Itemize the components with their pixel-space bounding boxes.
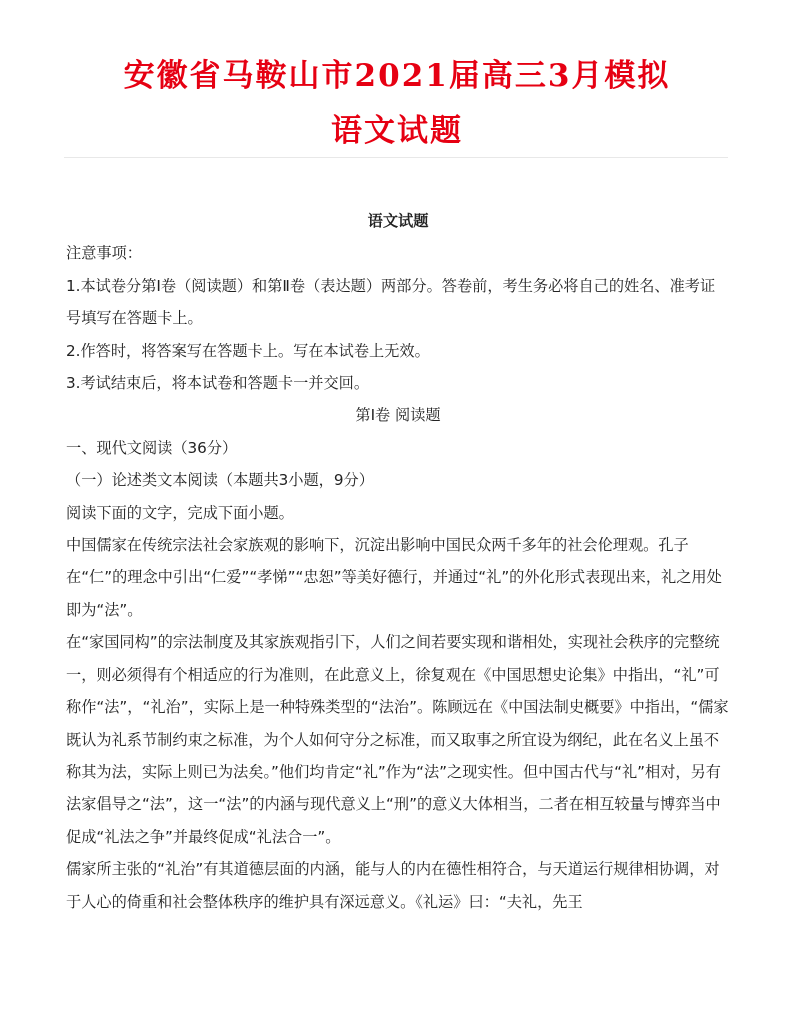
document-body — [66, 205, 730, 918]
subsection-heading: （一）论述类文本阅读（本题共3小题，9分） — [66, 471, 374, 490]
notice-heading: 注意事项： — [66, 244, 142, 263]
notice-item-2: 2.作答时，将答案写在答题卡上。写在本试卷上无效。 — [66, 341, 430, 360]
reading-instruction: 阅读下面的文字，完成下面小题。 — [66, 503, 294, 522]
exam-subtitle: 语文试题 — [367, 212, 429, 230]
document-title-line2: 语文试题 — [331, 113, 463, 149]
passage-paragraph-1: 中国儒家在传统宗法社会家族观的影响下，沉淀出影响中国民众两千多年的社会伦理观。孔子在“仁”的理念中引出“仁爱”“孝悌”“忠恕”等美好德行，并通过“礼”的外化形式表现出来，礼之用处即为“法”。 — [66, 536, 722, 619]
section-heading: 一、现代文阅读（36分） — [66, 438, 238, 457]
volume-title: 第Ⅰ卷 阅读题 — [355, 406, 441, 425]
notice-item-3: 3.考试结束后，将本试卷和答题卡一并交回。 — [66, 374, 370, 393]
passage-paragraph-3: 儒家所主张的“礼治”有其道德层面的内涵，能与人的内在德性相符合，与天道运行规律相协调，对于人心的倚重和社会整体秩序的维护具有深远意义。《礼运》曰：“夫礼，先王 — [66, 860, 720, 911]
title-divider — [64, 157, 728, 158]
document-title-line1: 安徽省马鞍山市2021届高三3月模拟 — [123, 58, 671, 94]
notice-item-1: 1.本试卷分第Ⅰ卷（阅读题）和第Ⅱ卷（表达题）两部分。答卷前，考生务必将自己的姓名、准考证号填写在答题卡上。 — [66, 276, 716, 328]
passage-paragraph-2: 在“家国同构”的宗法制度及其家族观指引下，人们之间若要实现和谐相处，实现社会秩序的完整统一，则必须得有个相适应的行为准则，在此意义上，徐复观在《中国思想史论集》中指出，“礼”可称作“法”，“礼治”，实际上是一种特殊类型的“法治”。陈顾远在《中国法制史概要》中指出，“儒家既认为礼系节制约束之标准，为个人如何守分之标准，而又取事之所宜设为纲纪，此在名义上虽不称其为法，实际上则已为法矣。”他们均肯定“礼”作为“法”之现实性。但中国古代与“礼”相对，另有法家倡导之“法”，这一“法”的内涵与现代意义上“刑”的意义大体相当，二者在相互较量与博弈当中促成“礼法之争”并最终促成“礼法合一”。 — [66, 633, 729, 846]
